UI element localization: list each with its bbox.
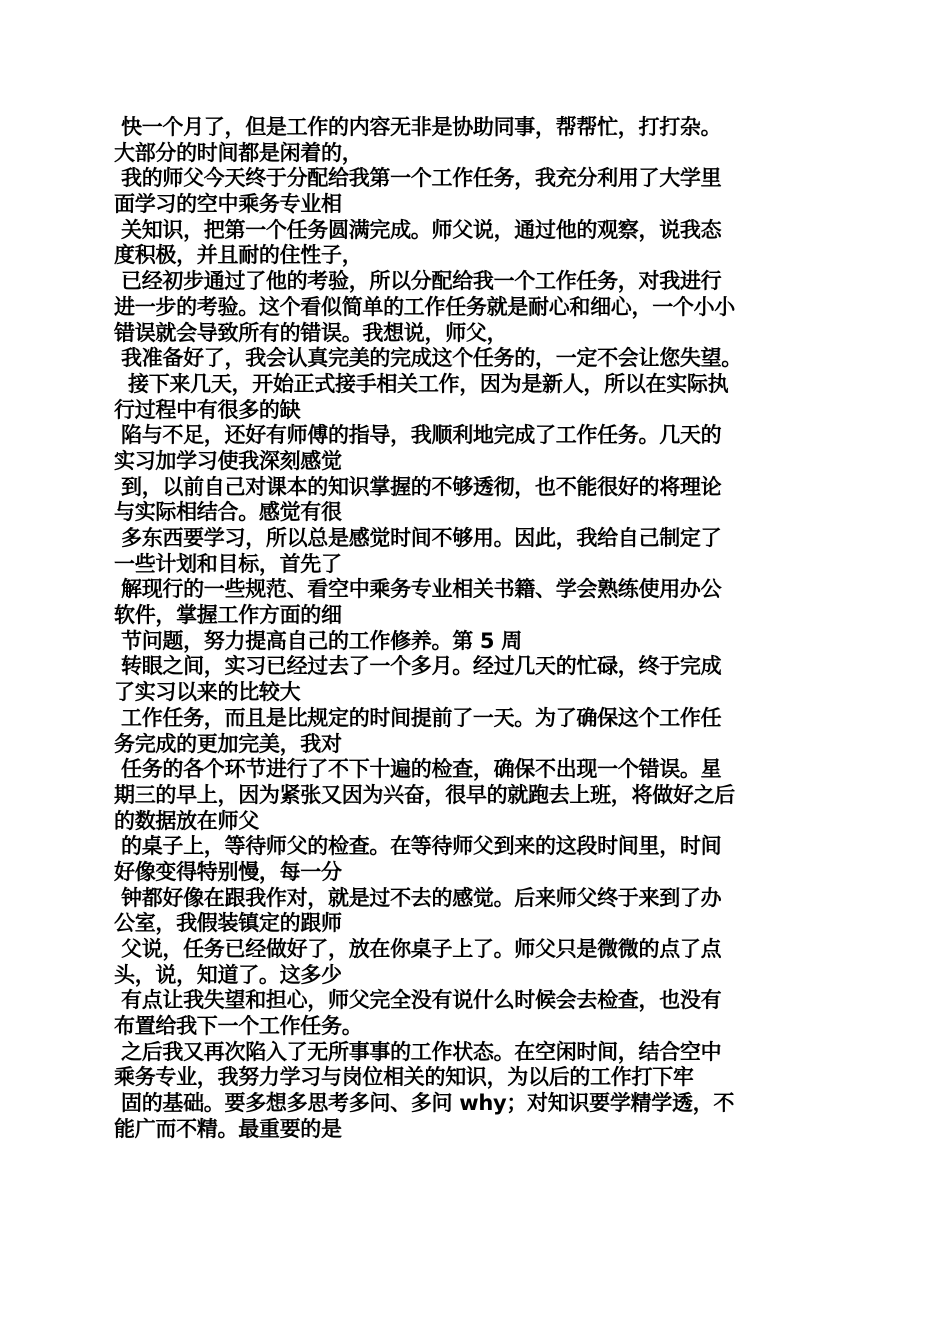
text-line: 工作任务，而且是比规定的时间提前了一天。为了确保这个工作任 bbox=[114, 705, 722, 730]
text-line: 我的师父今天终于分配给我第一个工作任务，我充分利用了大学里 bbox=[114, 166, 722, 191]
text-line: 解现行的一些规范、看空中乘务专业相关书籍、学会熟练使用办公 bbox=[114, 577, 722, 602]
text-line: 度积极，并且耐的住性子， bbox=[114, 243, 363, 268]
text-line: 有点让我失望和担心，师父完全没有说什么时候会去检查，也没有 bbox=[114, 988, 722, 1013]
text-line: 的数据放在师父 bbox=[114, 808, 259, 833]
text-line: 能广而不精。最重要的是 bbox=[114, 1116, 342, 1141]
text-line: 头，说，知道了。这多少 bbox=[114, 962, 342, 987]
text-line: 乘务专业，我努力学习与岗位相关的知识，为以后的工作打下牢 bbox=[114, 1065, 694, 1090]
text-line: 的桌子上，等待师父的检查。在等待师父到来的这段时间里，时间 bbox=[114, 834, 722, 859]
text-line: 多东西要学习，所以总是感觉时间不够用。因此，我给自己制定了 bbox=[114, 526, 722, 550]
text-line: 好像变得特别慢，每一分 bbox=[114, 859, 342, 884]
text-line: 进一步的考验。这个看似简单的工作任务就是耐心和细心，一个小小 bbox=[114, 294, 735, 319]
text-line: 快一个月了，但是工作的内容无非是协助同事，帮帮忙，打打杂。 bbox=[114, 115, 722, 139]
text-line: 错误就会导致所有的错误。我想说，师父， bbox=[114, 320, 508, 345]
text-line: 面学习的空中乘务专业相 bbox=[114, 192, 342, 217]
text-line: 我准备好了，我会认真完美的完成这个任务的，一定不会让您失望。 bbox=[114, 346, 743, 371]
text-line: 与实际相结合。感觉有很 bbox=[114, 500, 342, 525]
text-line: 期三的早上，因为紧张又因为兴奋，很早的就跑去上班，将做好之后 bbox=[114, 782, 735, 807]
text-line: 钟都好像在跟我作对，就是过不去的感觉。后来师父终于来到了办 bbox=[114, 885, 722, 910]
text-line: 一些计划和目标，首先了 bbox=[114, 551, 342, 576]
text-line: 了实习以来的比较大 bbox=[114, 680, 301, 705]
text-line: 行过程中有很多的缺 bbox=[114, 397, 301, 422]
text-line: 任务的各个环节进行了不下十遍的检查，确保不出现一个错误。星 bbox=[114, 757, 722, 782]
document-body bbox=[114, 115, 844, 1143]
text-line: 已经初步通过了他的考验，所以分配给我一个工作任务，对我进行 bbox=[114, 269, 722, 294]
text-line: 到，以前自己对课本的知识掌握的不够透彻，也不能很好的将理论 bbox=[114, 474, 722, 499]
text-line: 实习加学习使我深刻感觉 bbox=[114, 448, 342, 473]
text-line: 接下来几天，开始正式接手相关工作，因为是新人，所以在实际执 bbox=[114, 371, 729, 396]
text-line: 大部分的时间都是闲着的， bbox=[114, 140, 363, 165]
text-line: 陷与不足，还好有师傅的指导，我顺利地完成了工作任务。几天的 bbox=[114, 423, 722, 448]
text-line: 之后我又再次陷入了无所事事的工作状态。在空闲时间，结合空中 bbox=[114, 1039, 722, 1064]
text-line: 节问题，努力提高自己的工作修养。第 5 周 bbox=[114, 628, 522, 653]
text-line: 关知识，把第一个任务圆满完成。师父说，通过他的观察，说我态 bbox=[114, 217, 722, 242]
text-line: 布置给我下一个工作任务。 bbox=[114, 1014, 363, 1039]
text-line: 软件，掌握工作方面的细 bbox=[114, 603, 342, 628]
text-line: 父说，任务已经做好了，放在你桌子上了。师父只是微微的点了点 bbox=[114, 937, 722, 961]
text-line: 转眼之间，实习已经过去了一个多月。经过几天的忙碌，终于完成 bbox=[114, 654, 722, 679]
text-line: 务完成的更加完美，我对 bbox=[114, 731, 342, 756]
text-line: 公室，我假装镇定的跟师 bbox=[114, 911, 342, 936]
text-line: 固的基础。要多想多思考多问、多问 why；对知识要学精学透，不 bbox=[114, 1091, 735, 1116]
